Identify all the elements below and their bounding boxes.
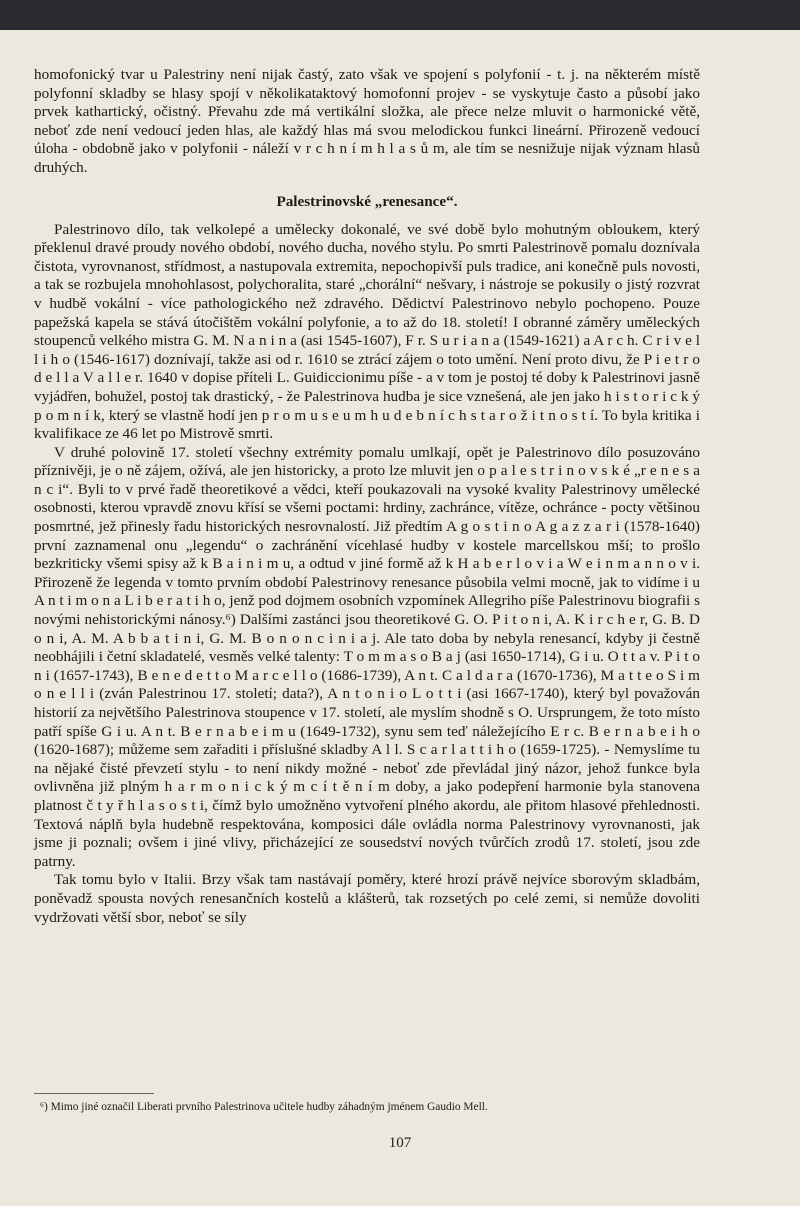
- paragraph-homophony: homofonický tvar u Palestriny není nijak častý, zato však ve spojení s polyfonií - t. j. na některém místě polyfonní skladby se hlasy spojí v několikataktový homofonní projev - se vyskytuje často a působí jako prvek kathartický, očistný. Převahu zde má vertikální složka, ale přece nelze mluvit o harmonické větě, neboť zde není vedoucí jeden hlas, ale každý hlas má svou melodickou funkci lineární. Přirozeně vedoucí úloha - obdobně jako v polyfonii - náleží v r c h n í m h l a s ů m, ale tím se nesnižuje nijak význam hlasů druhých.: [34, 66, 700, 176]
- paragraph-italy: Tak tomu bylo v Italii. Brzy však tam nastávají poměry, které hrozí právě nejvíce sborovým skladbám, poněvadž spousta nových renesančních kostelů a klášterů, tak rozsetých po celé zemi, si nemůže dovoliti vydržovati větší sbor, neboť se síly: [34, 871, 700, 926]
- footnote: ⁶) Mimo jiné označil Liberati prvního Palestrinova učitele hudby záhadným jménem Gaudio Mell.: [40, 1101, 488, 1113]
- footnote-rule: [34, 1093, 154, 1094]
- paragraph-17th-century: V druhé polovině 17. století všechny extrémity pomalu umlkají, opět je Palestrinovo dílo posuzováno příznivěji, je o ně zájem, ožívá, ale jen historicky, a proto lze mluvit jen o p a l e s t r i n o v s k é „r e n e s a n c i“. Byli to v prvé řadě theoretikové a vědci, kteří poukazovali na vysoké kvality Palestrinovy umělecké osobnosti, kterou vpravdě znovu křísí se všemi poctami: hrdiny, zachránce, vítěze, ochránce - pocty většinou posmrtné, jež přinesly řadu historických nesrovnalostí. Již předtím A g o s t i n o A g a z z a r i (1578-1640) první zaznamenal onu „legendu“ o zachránění vícehlasé hudby v kostele marcellskou mší; to prošlo bezkriticky všemi spisy až k B a i n i m u, a odtud v jiné formě až k H a b e r l o v i a W e i n m a n n o v i. Přirozeně že legenda v tomto prvním období Palestrinovy renesance působila velmi mocně, jak to vidíme i u A n t i m o n a L i b e r a t i h o, jenž pod dojmem osobních vzpomínek Allegriho píše Palestrinovu biografii s novými nehistorickými nánosy.⁶) Dalšími zastánci jsou theoretikové G. O. P i t o n i, A. K i r c h e r, G. B. D o n i, A. M. A b b a t i n i, G. M. B o n o n c i n i a j. Ale tato doba by nebyla renesancí, kdyby ji čestně neobhájili i četní skladatelé, vesměs velké talenty: T o m m a s o B a j (asi 1650-1714), G i u. O t t a v. P i t o n i (1657-1743), B e n e d e t t o M a r c e l l o (1686-1739), A n t. C a l d a r a (1670-1736), M a t t e o S i m o n e l l i (zván Palestrinou 17. století; data?), A n t o n i o L o t t i (asi 1667-1740), který byl považován historií za největšího Palestrinova stoupence v 17. století, ale myslím shodně s O. Ursprungem, že toto místo patří spíše G i u. A n t. B e r n a b e i m u (1649-1732), synu sem teď náležejícího E r c. B e r n a b e i h o (1620-1687); můžeme sem zařaditi i příslušné skladby A l l. S c a r l a t t i h o (1659-1725). - Nemyslíme tu na nějaké čisté převzetí stylu - to není nikdy možné - neboť zde převládal jiný názor, jehož funkce byla ovlivněna již plným h a r m o n i c k ý m c í t ě n í m doby, a jako podepření harmonie byla stanovena platnost č t y ř h l a s o s t i, čímž bylo umožněno vytvoření plného akordu, ale přitom hlasové přehlednosti. Textová náplň byla hudebně respektována, komposici dále ovládla norma Palestrinovy vyrovnanosti, jak jsme ji poznali; ovšem i jiné vlivy, přicházející ze sousedství nových tvůrčích zrodů 17. století, jsou zde patrny.: [34, 443, 700, 870]
- page-number: 107: [388, 1135, 412, 1151]
- scan-top-band: [0, 0, 800, 30]
- section-heading: Palestrinovské „renesance“.: [276, 192, 458, 210]
- page-body: [34, 66, 700, 927]
- paragraph-palestrina-work: Palestrinovo dílo, tak velkolepé a umělecky dokonalé, ve své době bylo mohutným obloukem, který překlenul dravé proudy nového období, nového ducha, nového stylu. Po smrti Palestrinově pomalu doznívala čistota, vyrovnanost, střídmost, a nastupovala extremita, nepochopivší puls tradice, ani konečně puls novosti, a tak se rozbujela mnohohlasost, polychoralita, staré „chorální“ nešvary, i nástroje se pokusily o jistý rozvrat v hudbě vokální - více pathologického než zdravého. Dědictví Palestrinovo nebylo pochopeno. Pouze papežská kapela se stává útočištěm vokální polyfonie, a to až do 18. století! I obranné záměry uměleckých stoupenců velkého mistra G. M. N a n i n a (asi 1545-1607), F r. S u r i a n a (1549-1621) a A r c h. C r i v e l l i h o (1546-1617) doznívají, takže asi od r. 1610 se ztrácí zájem o toto umění. Není proto divu, že P i e t r o d e l l a V a l l e r. 1640 v dopise příteli L. Guidiccionimu píše - a v tom je postoj té doby k Palestrinovi jasně vyjádřen, bohužel, postoj tak drastický, - že Palestrinova hudba je sice vznešená, ale jen jako h i s t o r i c k ý p o m n í k, který se vlastně hodí jen p r o m u s e u m h u d e b n í c h s t a r o ž i t n o s t í. To byla kritika i kvalifikace ze 46 let po Mistrově smrti.: [34, 220, 700, 443]
